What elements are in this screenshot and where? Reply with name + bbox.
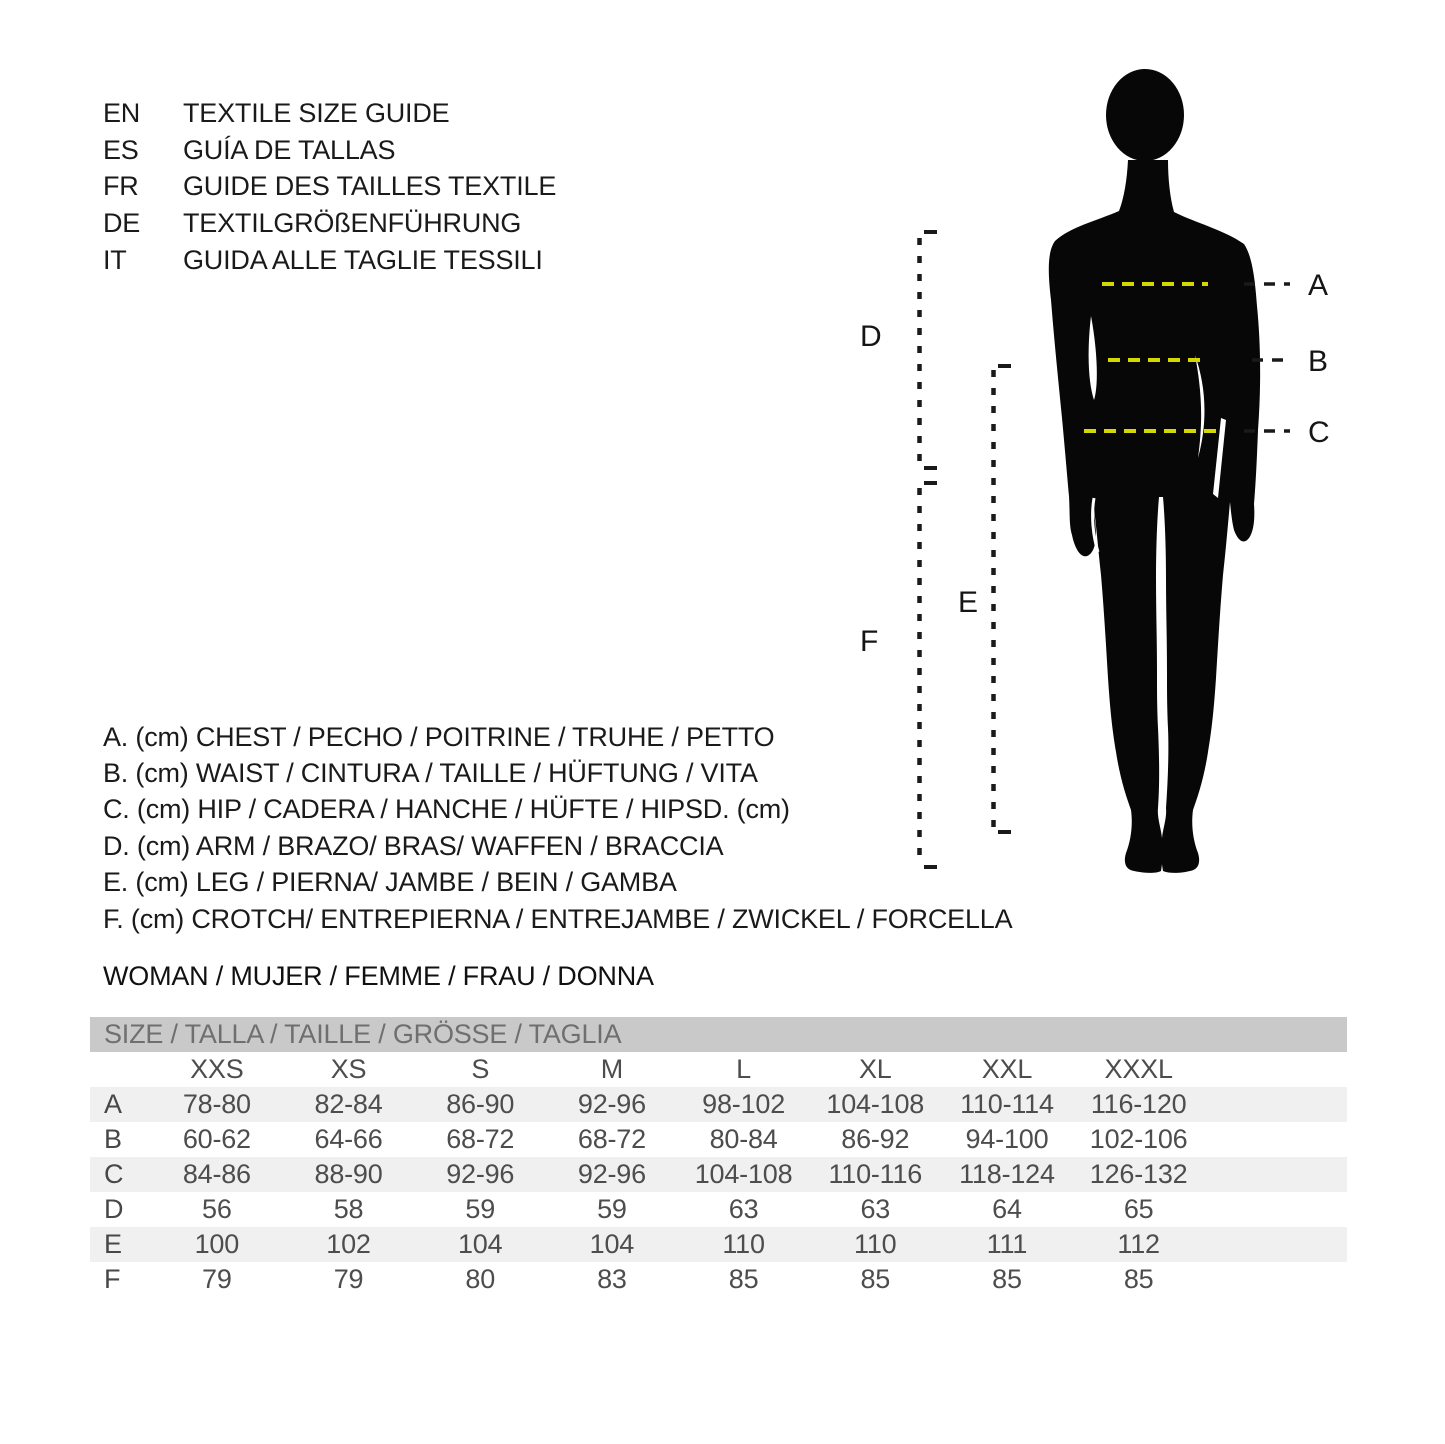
measurement-figure xyxy=(840,60,1420,940)
table-row xyxy=(90,1262,1347,1297)
silhouette-body xyxy=(1049,160,1260,873)
size-value-cell: 80 xyxy=(465,1264,496,1294)
size-value-cell: 80-84 xyxy=(709,1124,778,1154)
language-row xyxy=(103,242,556,279)
size-value-cell: 63 xyxy=(860,1194,891,1224)
size-value-cell: 85 xyxy=(728,1264,759,1294)
size-value-cell: 110-114 xyxy=(960,1089,1054,1119)
size-value-cell: 56 xyxy=(202,1194,232,1224)
language-title: TEXTILE SIZE GUIDE xyxy=(183,97,450,128)
silhouette-head xyxy=(1106,69,1184,161)
size-value-cell: 92-96 xyxy=(577,1089,646,1119)
legend-item: F. (cm) CROTCH/ ENTREPIERNA / ENTREJAMBE / ZWICKEL / FORCELLA xyxy=(103,903,1013,934)
language-title: GUIDA ALLE TAGLIE TESSILI xyxy=(183,245,543,276)
size-value-cell: 112 xyxy=(1117,1229,1160,1259)
row-measurement-label: F xyxy=(104,1264,121,1294)
size-value-cell: 116-120 xyxy=(1090,1089,1187,1119)
size-column-header: S xyxy=(471,1054,490,1084)
size-table-header: SIZE / TALLA / TAILLE / GRÖSSE / TAGLIA xyxy=(90,1017,1347,1052)
size-value-cell: 110 xyxy=(854,1229,897,1259)
size-value-cell: 85 xyxy=(860,1264,891,1294)
size-value-cell: 111 xyxy=(986,1229,1028,1259)
table-row xyxy=(90,1227,1347,1262)
language-row xyxy=(103,205,556,242)
size-value-cell: 98-102 xyxy=(702,1089,786,1119)
size-value-cell: 86-92 xyxy=(841,1124,910,1154)
table-row xyxy=(90,1122,1347,1157)
size-value-cell: 85 xyxy=(1123,1264,1154,1294)
size-value-cell: 78-80 xyxy=(182,1089,251,1119)
size-value-cell: 68-72 xyxy=(446,1124,515,1154)
language-row xyxy=(103,169,556,206)
size-value-cell: 104 xyxy=(457,1229,503,1259)
table-row xyxy=(90,1157,1347,1192)
row-measurement-label: C xyxy=(104,1159,124,1189)
size-value-cell: 92-96 xyxy=(577,1159,646,1189)
size-value-cell: 59 xyxy=(597,1194,627,1224)
chest-label: A xyxy=(1308,269,1328,302)
size-header-row xyxy=(90,1052,1347,1087)
language-title: GUÍA DE TALLAS xyxy=(183,134,396,165)
size-value-cell: 83 xyxy=(597,1264,627,1294)
size-value-cell: 64 xyxy=(992,1194,1022,1224)
size-table xyxy=(90,1017,1347,1297)
size-value-cell: 102 xyxy=(326,1229,371,1259)
legend-item: A. (cm) CHEST / PECHO / POITRINE / TRUHE / PETTO xyxy=(103,721,775,752)
gender-heading: WOMAN / MUJER / FEMME / FRAU / DONNA xyxy=(103,961,654,991)
size-value-cell: 102-106 xyxy=(1089,1124,1188,1154)
size-value-cell: 126-132 xyxy=(1089,1159,1188,1189)
size-value-cell: 85 xyxy=(992,1264,1022,1294)
language-row xyxy=(103,132,556,169)
row-measurement-label: B xyxy=(104,1124,122,1154)
size-value-cell: 59 xyxy=(465,1194,496,1224)
size-column-header: L xyxy=(736,1054,751,1084)
size-value-cell: 104 xyxy=(589,1229,635,1259)
language-code: DE xyxy=(103,208,141,239)
size-value-cell: 63 xyxy=(728,1194,759,1224)
size-column-header: XXL xyxy=(981,1054,1033,1084)
size-value-cell: 68-72 xyxy=(577,1124,646,1154)
size-column-header: XL xyxy=(858,1054,892,1084)
woman-silhouette xyxy=(1049,69,1260,873)
language-code: FR xyxy=(103,171,139,202)
size-value-cell: 65 xyxy=(1123,1194,1154,1224)
size-value-cell: 94-100 xyxy=(965,1124,1049,1154)
size-value-cell: 88-90 xyxy=(314,1159,383,1189)
size-value-cell: 82-84 xyxy=(314,1089,383,1119)
size-value-cell: 118-124 xyxy=(959,1159,1055,1189)
size-value-cell: 84-86 xyxy=(182,1159,251,1189)
size-value-cell: 104-108 xyxy=(826,1089,925,1119)
table-row xyxy=(90,1087,1347,1122)
size-column-header: XXXL xyxy=(1104,1054,1173,1084)
legend-item: E. (cm) LEG / PIERNA/ JAMBE / BEIN / GAMBA xyxy=(103,867,677,898)
waist-label: B xyxy=(1308,345,1328,378)
row-measurement-label: A xyxy=(104,1089,122,1119)
table-row xyxy=(90,1192,1347,1227)
size-value-cell: 79 xyxy=(333,1264,364,1294)
language-code: IT xyxy=(103,245,127,276)
row-measurement-label: D xyxy=(104,1194,124,1224)
size-value-cell: 110 xyxy=(722,1229,765,1259)
language-code: ES xyxy=(103,134,139,165)
size-column-header: M xyxy=(600,1054,624,1084)
size-value-cell: 58 xyxy=(333,1194,364,1224)
legend-item: C. (cm) HIP / CADERA / HANCHE / HÜFTE / HIPSD. (cm) xyxy=(103,794,790,825)
row-measurement-label: E xyxy=(104,1229,122,1259)
size-value-cell: 104-108 xyxy=(694,1159,793,1189)
size-value-cell: 60-62 xyxy=(182,1124,251,1154)
size-value-cell: 100 xyxy=(194,1229,240,1259)
language-title: TEXTILGRÖßENFÜHRUNG xyxy=(183,208,522,239)
leg-label: E xyxy=(958,586,978,619)
hip-label: C xyxy=(1308,416,1330,449)
language-title: GUIDE DES TAILLES TEXTILE xyxy=(183,171,557,202)
language-code: EN xyxy=(103,97,141,128)
arm-label: D xyxy=(860,320,882,353)
legend-item: B. (cm) WAIST / CINTURA / TAILLE / HÜFTUNG / VITA xyxy=(103,758,758,789)
crotch-label: F xyxy=(860,625,879,658)
size-table-body xyxy=(90,1052,1347,1297)
legend-item: D. (cm) ARM / BRAZO/ BRAS/ WAFFEN / BRACCIA xyxy=(103,830,724,861)
language-row xyxy=(103,95,556,132)
size-column-header: XS xyxy=(330,1054,367,1084)
language-title-block xyxy=(103,95,556,279)
size-value-cell: 64-66 xyxy=(314,1124,383,1154)
size-value-cell: 86-90 xyxy=(446,1089,515,1119)
size-value-cell: 92-96 xyxy=(446,1159,515,1189)
size-value-cell: 79 xyxy=(202,1264,232,1294)
size-column-header: XXS xyxy=(190,1054,244,1084)
size-value-cell: 110-116 xyxy=(828,1159,923,1189)
